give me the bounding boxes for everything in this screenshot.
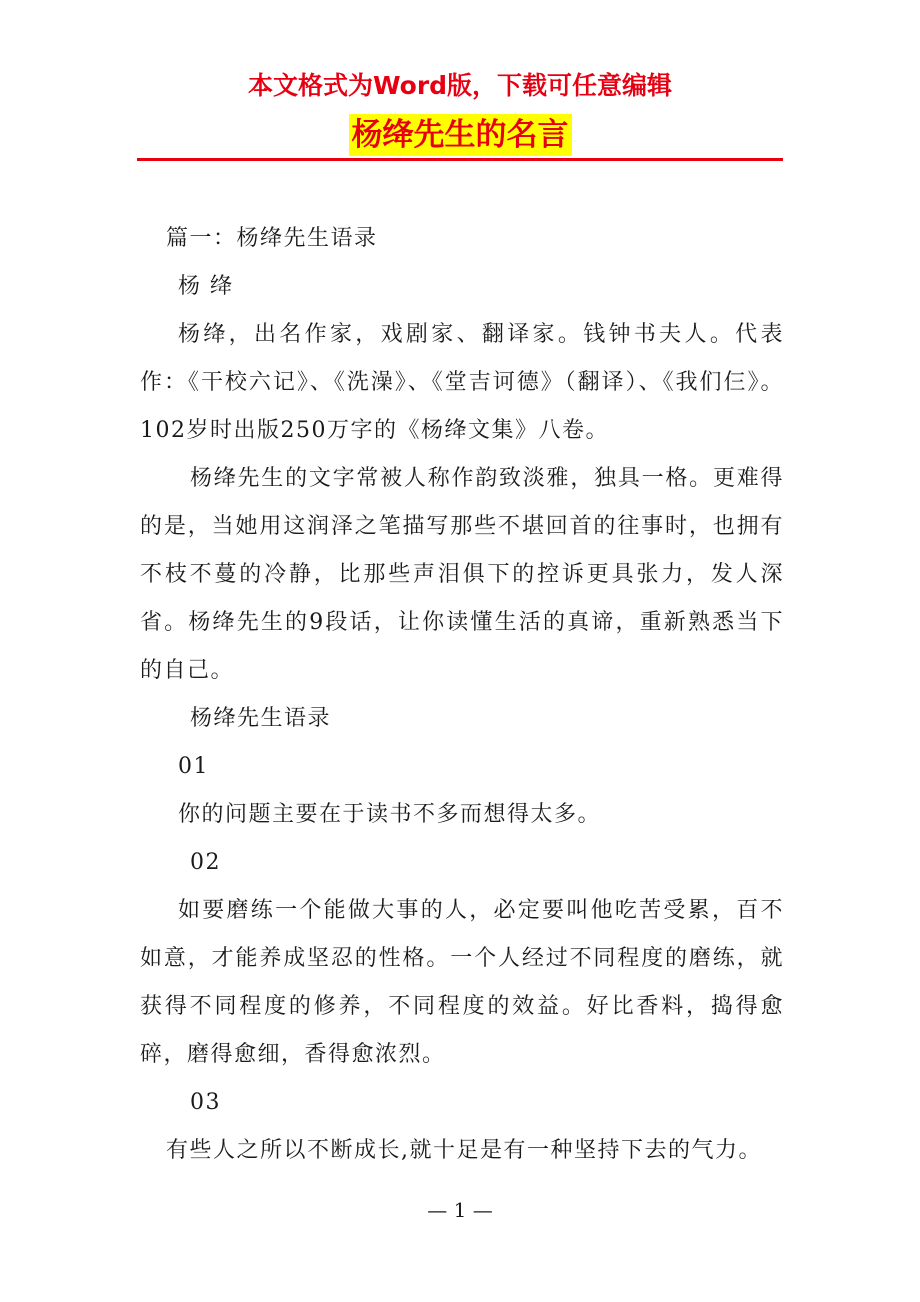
document-body (140, 215, 784, 1175)
intro-paragraph: 杨绛，出名作家，戏剧家、翻译家。钱钟书夫人。代表作：《干校六记》、《洗澡》、《堂吉诃德》（翻译）、《我们仨》。102岁时出版250万字的《杨绛文集》八卷。 (140, 322, 784, 443)
page-number: — 1 — (427, 1198, 493, 1222)
quotes-subheading: 杨绛先生语录 (190, 706, 332, 731)
quote-number: 02 (190, 850, 221, 875)
download-banner: 本文格式为Word版，下载可任意编辑 (247, 71, 673, 100)
quote-number: 01 (178, 754, 209, 779)
description-paragraph: 杨绛先生的文字常被人称作韵致淡雅，独具一格。更难得的是，当她用这润泽之笔描写那些不堪回首的往事时，也拥有不枝不蔓的冷静，比那些声泪俱下的控诉更具张力，发人深省。杨绛先生的9段话，让你读懂生活的真谛，重新熟悉当下的自己。 (140, 466, 784, 683)
title-divider (137, 158, 783, 161)
quote-text: 有些人之所以不断成长,就十足是有一种坚持下去的气力。 (166, 1138, 762, 1163)
quote-text: 你的问题主要在于读书不多而想得太多。 (178, 802, 602, 827)
author-name: 杨 绛 (178, 274, 234, 299)
quote-text: 如要磨练一个能做大事的人，必定要叫他吃苦受累，百不如意，才能养成坚忍的性格。一个人经过不同程度的磨练，就获得不同程度的修养，不同程度的效益。好比香料，捣得愈碎，磨得愈细，香得愈浓烈。 (140, 898, 784, 1067)
document-title: 杨绛先生的名言 (349, 114, 572, 156)
quote-number: 03 (190, 1090, 221, 1115)
section-heading: 篇一：杨绛先生语录 (166, 226, 378, 251)
title-container (0, 114, 920, 156)
